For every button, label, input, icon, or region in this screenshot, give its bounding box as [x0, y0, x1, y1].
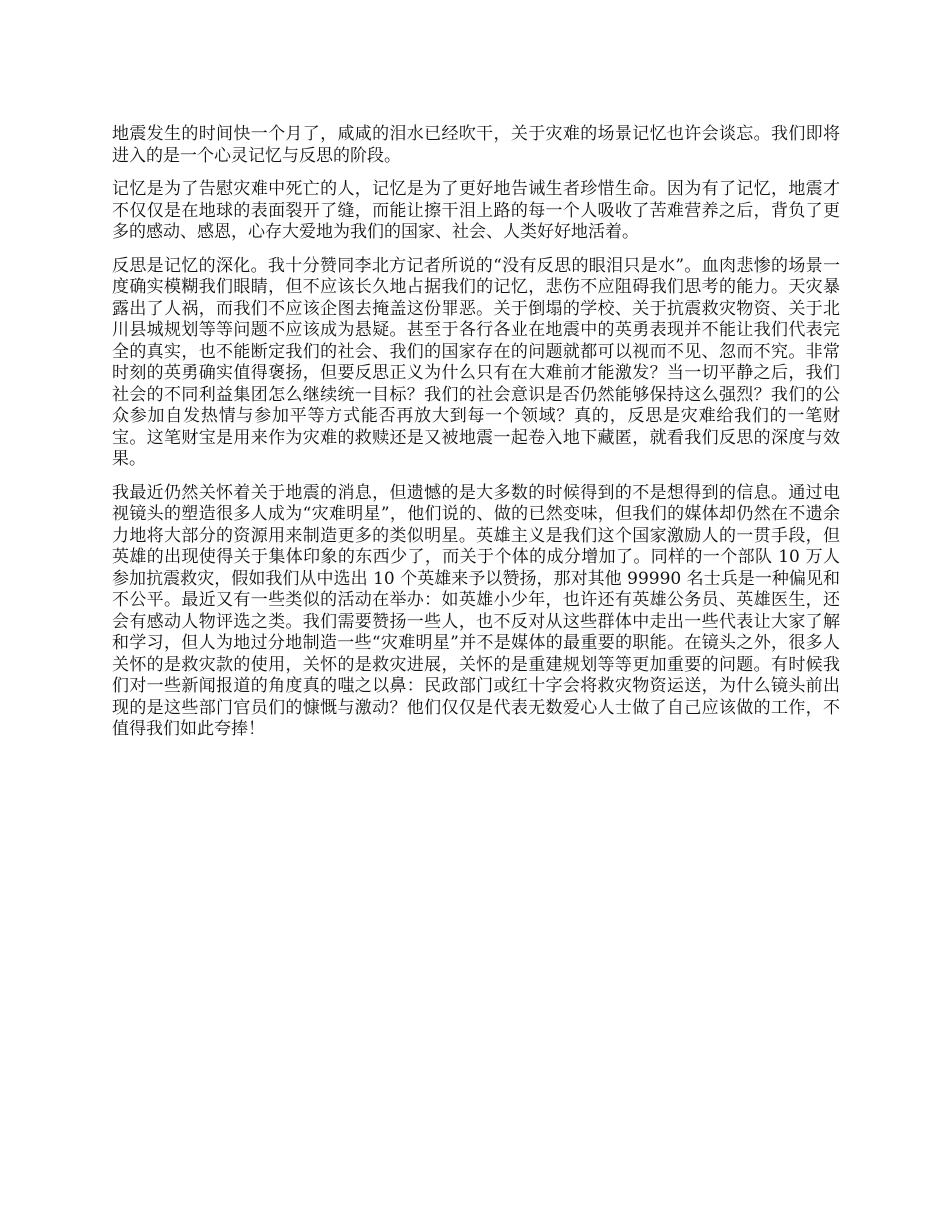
document-body [112, 124, 840, 753]
paragraph-2: 记忆是为了告慰灾难中死亡的人，记忆是为了更好地告诫生者珍惜生命。因为有了记忆，地震才不仅仅是在地球的表面裂开了缝，而能让擦干泪上路的每一个人吸收了苦难营养之后，背负了更多的感动、感恩，心存大爱地为我们的国家、社会、人类好好地活着。 [112, 179, 840, 242]
paragraph-4: 我最近仍然关怀着关于地震的消息，但遗憾的是大多数的时候得到的不是想得到的信息。通过电视镜头的塑造很多人成为“灾难明星”，他们说的、做的已然变味，但我们的媒体却仍然在不遗余力地将大部分的资源用来制造更多的类似明星。英雄主义是我们这个国家激励人的一贯手段，但英雄的出现使得关于集体印象的东西少了，而关于个体的成分增加了。同样的一个部队 10 万人参加抗震救灾，假如我们从中选出 10 个英雄来予以赞扬，那对其他 99990 名士兵是一种偏见和不公平。最近又有一些类似的活动在举办：如英雄小少年，也许还有英雄公务员、英雄医生，还会有感动人物评选之类。我们需要赞扬一些人，也不反对从这些群体中走出一些代表让大家了解和学习，但人为地过分地制造一些“灾难明星”并不是媒体的最重要的职能。在镜头之外，很多人关怀的是救灾款的使用，关怀的是救灾进展，关怀的是重建规划等等更加重要的问题。有时候我们对一些新闻报道的角度真的嗤之以鼻：民政部门或红十字会将救灾物资运送，为什么镜头前出现的是这些部门官员们的慷慨与激动？他们仅仅是代表无数爱心人士做了自己应该做的工作，不值得我们如此夸捧！ [112, 482, 840, 739]
paragraph-3: 反思是记忆的深化。我十分赞同李北方记者所说的“没有反思的眼泪只是水”。血肉悲惨的场景一度确实模糊我们眼睛，但不应该长久地占据我们的记忆，悲伤不应阻碍我们思考的能力。天灾暴露出了人祸，而我们不应该企图去掩盖这份罪恶。关于倒塌的学校、关于抗震救灾物资、关于北川县城规划等等问题不应该成为悬疑。甚至于各行各业在地震中的英勇表现并不能让我们代表完全的真实，也不能断定我们的社会、我们的国家存在的问题就都可以视而不见、忽而不究。非常时刻的英勇确实值得褒扬，但要反思正义为什么只有在大难前才能激发？当一切平静之后，我们社会的不同利益集团怎么继续统一目标？我们的社会意识是否仍然能够保持这么强烈？我们的公众参加自发热情与参加平等方式能否再放大到每一个领域？真的，反思是灾难给我们的一笔财宝。这笔财宝是用来作为灾难的救赎还是又被地震一起卷入地下藏匿，就看我们反思的深度与效果。 [112, 255, 840, 469]
paragraph-1: 地震发生的时间快一个月了，咸咸的泪水已经吹干，关于灾难的场景记忆也许会谈忘。我们即将进入的是一个心灵记忆与反思的阶段。 [112, 124, 840, 166]
